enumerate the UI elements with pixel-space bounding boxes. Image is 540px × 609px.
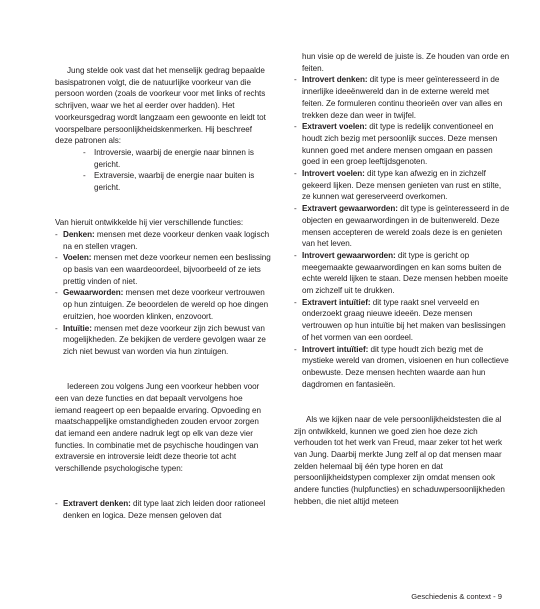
type-text: dit type is redelijk conventioneel en houdt zich bezig met persoonlijk succes. Deze mensen kunnen goed met andere mensen omgaan en passen goed in een groep leeftijdsgenoten. (302, 122, 498, 167)
functions-intro: Van hieruit ontwikkelde hij vier verschillende functies: (55, 218, 244, 228)
continuation-text: hun visie op de wereld de juiste is. Ze houden van orde en feiten. (302, 52, 510, 73)
function-text: mensen met deze voorkeur vertrouwen op hun zintuigen. Ze beoordelen de wereld op hoe dingen eruitzien, hoe woorden klinken, enzovoort. (63, 288, 269, 321)
type-term: Introvert intuïtief: (302, 344, 369, 354)
patterns-list (83, 147, 271, 194)
type-text: dit type houdt zich bezig met de mystieke wereld van dromen, visioenen en hun collectieve onbewuste. Deze mensen hechten waarde aan hun dagdromen en fantasieën. (302, 344, 509, 389)
list-item (55, 323, 271, 358)
types-list-start (55, 498, 271, 521)
list-item: - Introversie, waarbij de energie naar binnen is gericht. (83, 147, 271, 170)
types-list (294, 74, 510, 390)
type-text: dit type is geïnteresseerd in de objecten en gewaarwordingen in de buitenwereld. Deze mensen accepteren de wereld zoals deze is en genieten van het leven. (302, 204, 510, 249)
functions-list (55, 229, 271, 358)
right-column (294, 51, 510, 508)
type-term: Extravert gewaarworden: (302, 204, 398, 214)
function-term: Voelen: (63, 253, 92, 263)
type-text: dit type is meer geïnteresseerd in de innerlijke ideeënwereld dan in de externe wereld met feiten. Ze formuleren continu theorieën over van alles en trekken deze dan weer in twijfel. (302, 75, 503, 120)
list-item: - Extraversie, waarbij de energie naar buiten is gericht. (83, 170, 271, 193)
type-text: dit type laat zich leiden door rationeel denken en logica. Deze mensen geloven dat (63, 499, 266, 520)
type-term: Introvert voelen: (302, 169, 365, 179)
list-item (294, 121, 510, 168)
list-item (294, 74, 510, 121)
intro-paragraph: Jung stelde ook vast dat het menselijk gedrag bepaalde basispatronen volgt, die de natuurlijke voorkeur van die persoon worden (zoals de voorkeur voor met links of rechts schrijven, waar we het al eerder over hadden). Het voorkeursgedrag wordt langzaam een gewoonte en leidt tot voorspelbare persoonlijkheidskenmerken. Hij beschreef deze patronen als: (55, 66, 266, 146)
list-item (55, 229, 271, 252)
function-text: mensen met deze voorkeur zijn zich bewust van mogelijkheden. Ze bekijken de verdere gevolgen waar ze zich niet bewust van worden via hun zintuigen. (63, 323, 266, 356)
function-text: mensen met deze voorkeur nemen een beslissing op basis van een waardeoordeel, bijvoorbeeld of ze iets prettig vinden of niet. (63, 253, 271, 286)
list-item (294, 168, 510, 203)
type-term: Extravert intuïtief: (302, 297, 371, 307)
types-paragraph: Iedereen zou volgens Jung een voorkeur hebben voor een van deze functies en dat bepaalt vervolgens hoe iemand reageert op een bepaalde ervaring. Opvoeding en maatschappelijke omstandigheden zouden ervoor zorgen dat iemand een andere nadruk legt op elk van deze vier functies. In combinatie met de psychische houdingen van extraversie en introversie leidt deze theorie tot acht verschillende psychologische typen: (55, 382, 261, 474)
closing-paragraph: Als we kijken naar de vele persoonlijkheidstesten die al zijn ontwikkeld, kunnen we goed zien hoe deze zich verhouden tot het werk van Freud, maar zeker tot het werk van Jung. Daarbij merkte Jung zelf al op dat mensen maar zelden helemaal bij één type horen en dat persoonlijkheidstypen complexer zijn omdat mensen ook andere functies (hulpfuncties) en schaduwpersoonlijkheden hebben, die niet altijd meteen (294, 414, 505, 506)
type-term: Introvert gewaarworden: (302, 250, 396, 260)
function-term: Denken: (63, 229, 95, 239)
list-item (294, 250, 510, 297)
type-term: Extravert denken: (63, 499, 131, 509)
function-term: Intuïtie: (63, 323, 92, 333)
type-text: dit type kan afwezig en in zichzelf gekeerd lijken. Deze mensen genieten van rust en stilte, ze kunnen wat gereserveerd overkomen. (302, 169, 502, 202)
type-text: dit type is gericht op meegemaakte gewaarwordingen en kan soms buiten de echte wereld lijken te staan. Deze mensen hebben moeite om zichzelf uit te drukken. (302, 250, 508, 296)
list-item (294, 297, 510, 344)
list-item (294, 203, 510, 250)
list-item (294, 344, 510, 391)
type-term: Introvert denken: (302, 75, 368, 85)
function-term: Gewaarworden: (63, 288, 124, 298)
left-column (55, 65, 271, 522)
function-text: mensen met deze voorkeur denken vaak logisch na en stellen vragen. (63, 229, 270, 251)
type-text: dit type raakt snel verveeld en onderzoekt graag nieuwe ideeën. Deze mensen vertrouwen op hun intuïtie bij het maken van beslissingen of het vormen van een oordeel. (302, 297, 506, 342)
list-item (55, 287, 271, 322)
page-footer: Geschiedenis & context - 9 (411, 592, 502, 601)
list-item (55, 498, 271, 521)
list-item (55, 252, 271, 287)
type-term: Extravert voelen: (302, 122, 368, 132)
